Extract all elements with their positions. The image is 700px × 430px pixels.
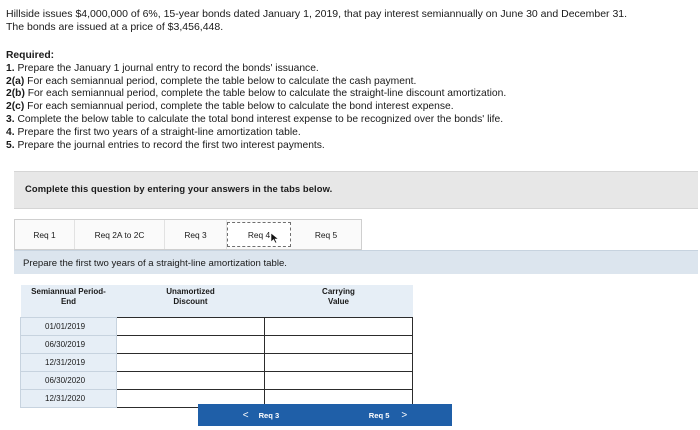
chevron-left-icon: < xyxy=(242,409,249,421)
required-item-text: For each semiannual period, complete the table below to calculate the bond interest expense. xyxy=(24,101,454,113)
required-item-text: Prepare the journal entries to record the first two interest payments. xyxy=(14,139,325,151)
mouse-pointer-icon xyxy=(270,232,280,244)
carrying-value-input[interactable] xyxy=(265,353,413,371)
prev-button-label: Req 3 xyxy=(258,410,280,420)
header-unamortized-discount: Unamortized Discount xyxy=(117,285,265,311)
required-section xyxy=(6,50,696,152)
required-item-num: 4. xyxy=(6,126,15,138)
tab-req-5[interactable]: Req 5 xyxy=(314,229,338,240)
required-item xyxy=(6,114,696,127)
required-item xyxy=(6,76,696,89)
required-item xyxy=(6,88,696,101)
period-date: 06/30/2020 xyxy=(21,371,117,389)
period-date: 12/31/2020 xyxy=(21,389,117,407)
required-item xyxy=(6,127,696,140)
unamortized-discount-input[interactable] xyxy=(117,335,265,353)
required-item-text: Complete the below table to calculate the total bond interest expense to be recognized over the bonds' life. xyxy=(14,113,504,125)
required-item xyxy=(6,101,696,114)
unamortized-discount-input[interactable] xyxy=(117,317,265,335)
required-title: Required: xyxy=(6,50,55,61)
prev-req-3-button[interactable] xyxy=(198,404,324,426)
unamortized-discount-input[interactable] xyxy=(117,353,265,371)
required-item-num: 5. xyxy=(6,139,15,151)
required-item-num: 2(a) xyxy=(6,75,25,87)
instruction-text: Prepare the first two years of a straight-line amortization table. xyxy=(23,258,287,269)
table-row xyxy=(21,353,413,371)
period-date: 12/31/2019 xyxy=(21,353,117,371)
problem-line-2: The bonds are issued at a price of $3,456,448. xyxy=(6,21,224,33)
required-item-num: 1. xyxy=(6,62,15,74)
problem-statement xyxy=(6,8,696,34)
table-row xyxy=(21,335,413,353)
required-item-text: Prepare the first two years of a straight-line amortization table. xyxy=(14,126,301,138)
required-item-num: 3. xyxy=(6,113,15,125)
required-item-text: Prepare the January 1 journal entry to record the bonds' issuance. xyxy=(14,62,319,74)
required-item-num: 2(b) xyxy=(6,88,25,100)
chevron-right-icon: > xyxy=(401,409,408,421)
required-item-text: For each semiannual period, complete the table below to calculate the cash payment. xyxy=(24,75,417,87)
header-carrying-value: Carrying Value xyxy=(265,285,413,311)
carrying-value-input[interactable] xyxy=(265,371,413,389)
requirement-tabs xyxy=(14,219,362,250)
amortization-table xyxy=(20,285,413,408)
header-period-end: Semiannual Period- End xyxy=(21,285,117,311)
required-item xyxy=(6,63,696,76)
carrying-value-input[interactable] xyxy=(265,335,413,353)
next-req-5-button[interactable] xyxy=(324,404,452,426)
instruction-banner xyxy=(14,250,698,274)
tab-req-4[interactable]: Req 4 xyxy=(227,222,291,247)
next-button-label: Req 5 xyxy=(368,410,390,420)
period-date: 01/01/2019 xyxy=(21,317,117,335)
period-date: 06/30/2019 xyxy=(21,335,117,353)
tab-req-2a-to-2c[interactable]: Req 2A to 2C xyxy=(75,220,165,249)
required-item xyxy=(6,140,696,153)
carrying-value-input[interactable] xyxy=(265,317,413,335)
unamortized-discount-input[interactable] xyxy=(117,371,265,389)
table-row xyxy=(21,317,413,335)
problem-line-1: Hillside issues $4,000,000 of 6%, 15-year bonds dated January 1, 2019, that pay interest semiannually on June 30 and December 31. xyxy=(6,8,628,20)
required-item-text: For each semiannual period, complete the table below to calculate the straight-line discount amortization. xyxy=(24,88,507,100)
complete-question-text: Complete this question by entering your answers in the tabs below. xyxy=(25,183,333,194)
complete-question-banner xyxy=(14,171,698,209)
tab-req-1[interactable]: Req 1 xyxy=(15,220,75,249)
required-item-num: 2(c) xyxy=(6,101,25,113)
table-header-row xyxy=(21,285,413,311)
table-row xyxy=(21,371,413,389)
tab-req-3[interactable]: Req 3 xyxy=(165,220,227,249)
